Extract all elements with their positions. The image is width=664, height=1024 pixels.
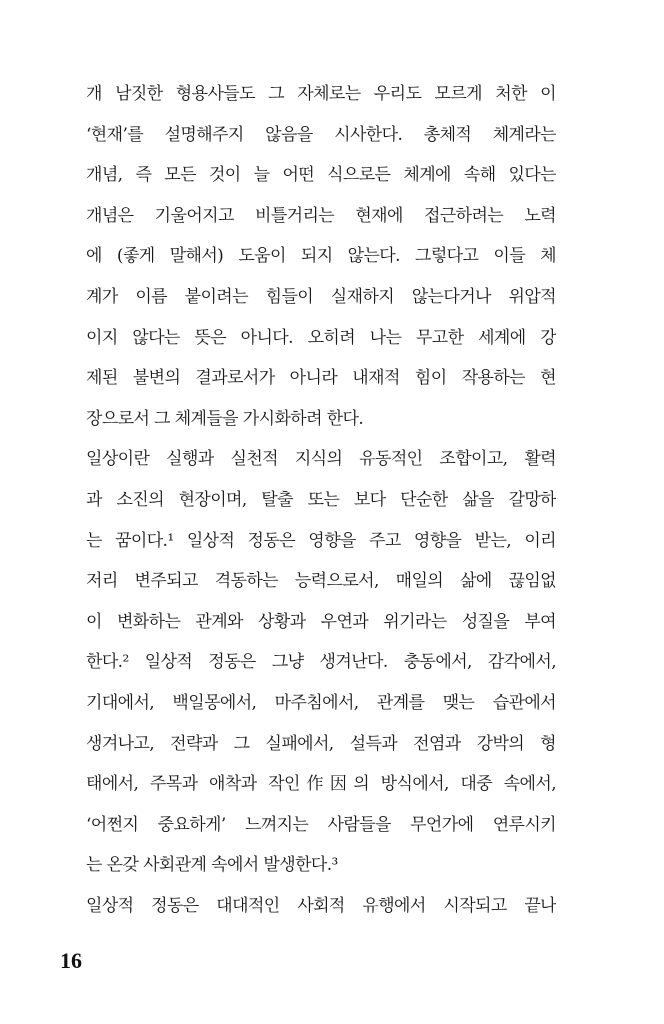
text-line: 일상적 정동은 대대적인 사회적 유행에서 시작되고 끝나	[86, 895, 556, 916]
text-line: 이 변화하는 관계와 상황과 우연과 위기라는 성질을 부여	[86, 611, 556, 632]
text-line: 태에서, 주목과 애착과 작인作因의 방식에서, 대중 속에서,	[86, 774, 556, 795]
page-number: 16	[60, 948, 82, 973]
text-line: 개 남짓한 형용사들도 그 자체로는 우리도 모르게 처한 이	[86, 84, 556, 104]
body-text	[86, 74, 556, 926]
text-line: 기대에서, 백일몽에서, 마주침에서, 관계를 맺는 습관에서	[86, 692, 556, 713]
text-line: ‘어쩐지 중요하게’ 느껴지는 사람들을 무언가에 연루시키	[86, 814, 556, 835]
text-line: 한다.² 일상적 정동은 그냥 생겨난다. 충동에서, 감각에서,	[86, 652, 556, 673]
text-line: 생겨나고, 전략과 그 실패에서, 설득과 전염과 강박의 형	[86, 733, 556, 754]
text-line: 계가 이름 붙이려는 힘들이 실재하지 않는다거나 위압적	[86, 286, 556, 307]
text-line: ‘현재’를 설명해주지 않음을 시사한다. 총체적 체계라는	[86, 124, 556, 145]
text-line: 는 꿈이다.¹ 일상적 정동은 영향을 주고 영향을 받는, 이리	[86, 530, 556, 551]
text-line: 일상이란 실행과 실천적 지식의 유동적인 조합이고, 활력	[86, 449, 556, 470]
text-line: 제된 불변의 결과로서가 아니라 내재적 힘이 작용하는 현	[86, 368, 556, 389]
text-line: 장으로서 그 체계들을 가시화하려 한다.	[86, 408, 364, 429]
text-line: 개념, 즉 모든 것이 늘 어떤 식으로든 체계에 속해 있다는	[86, 165, 556, 186]
text-line: 과 소진의 현장이며, 탈출 또는 보다 단순한 삶을 갈망하	[86, 489, 556, 510]
text-line: 는 온갖 사회관계 속에서 발생한다.³	[86, 855, 338, 876]
text-line: 이지 않다는 뜻은 아니다. 오히려 나는 무고한 세계에 강	[86, 327, 556, 348]
text-line: 에 (좋게 말해서) 도움이 되지 않는다. 그렇다고 이들 체	[86, 246, 556, 267]
text-line: 개념은 기울어지고 비틀거리는 현재에 접근하려는 노력	[86, 205, 556, 226]
text-line: 저리 변주되고 격동하는 능력으로서, 매일의 삶에 끊임없	[86, 571, 556, 592]
